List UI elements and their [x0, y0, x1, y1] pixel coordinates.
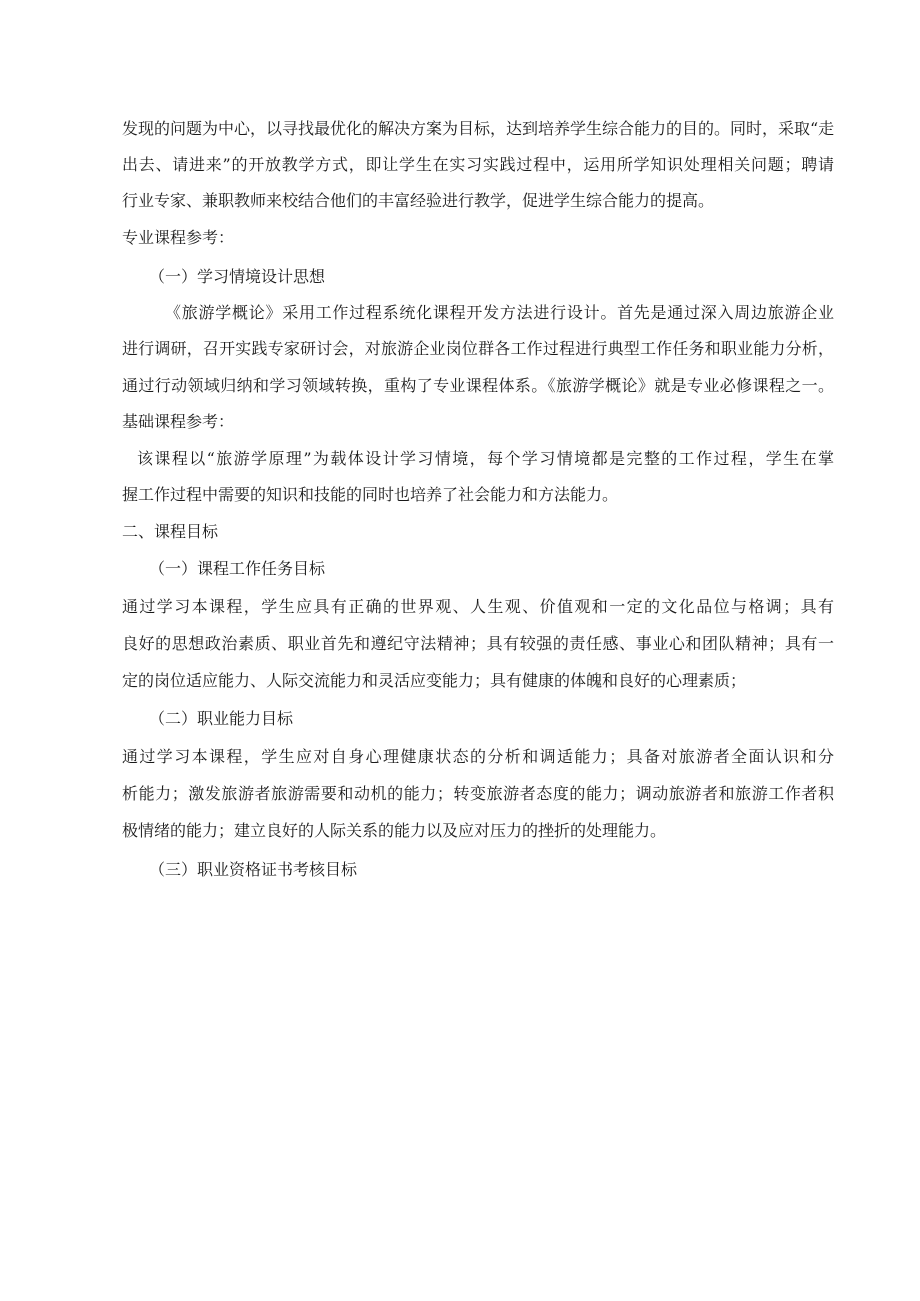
- intro-line-2: 出去、请进来”的开放教学方式，即让学生在实习实践过程中，运用所学知识处理相关问题；聘请: [122, 155, 834, 174]
- goal-2-line-3: 极情绪的能力；建立良好的人际关系的能力以及应对压力的挫折的处理能力。: [122, 821, 667, 840]
- chapter-2-heading: 二、课程目标: [122, 522, 219, 541]
- section-1-line-1: 《旅游学概论》采用工作过程系统化课程开发方法进行设计。首先是通过深入周边旅游企业: [165, 303, 834, 322]
- goal-1-line-1: 通过学习本课程，学生应具有正确的世界观、人生观、价值观和一定的文化品位与格调；具有: [122, 597, 834, 616]
- goal-1-line-3: 定的岗位适应能力、人际交流能力和灵活应变能力；具有健康的体魄和良好的心理素质；: [122, 671, 747, 690]
- specialty-reference-label: 专业课程参考：: [122, 228, 235, 247]
- goal-1-line-2: 良好的思想政治素质、职业首先和遵纪守法精神；具有较强的责任感、事业心和团队精神；具有一: [122, 634, 834, 653]
- basic-body-line-2: 握工作过程中需要的知识和技能的同时也培养了社会能力和方法能力。: [122, 485, 619, 504]
- section-1-heading: （一）学习情境设计思想: [149, 267, 326, 286]
- goal-2-line-1: 通过学习本课程，学生应对自身心理健康状态的分析和调适能力；具备对旅游者全面认识和分: [122, 747, 834, 766]
- goal-2-heading: （二）职业能力目标: [149, 709, 294, 728]
- intro-line-3: 行业专家、兼职教师来校结合他们的丰富经验进行教学，促进学生综合能力的提高。: [122, 191, 715, 210]
- section-1-line-2: 进行调研，召开实践专家研讨会，对旅游企业岗位群各工作过程进行典型工作任务和职业能力分析，: [122, 339, 834, 358]
- goal-2-line-2: 析能力；激发旅游者旅游需要和动机的能力；转变旅游者态度的能力；调动旅游者和旅游工作者积: [122, 784, 834, 803]
- goal-1-heading: （一）课程工作任务目标: [149, 559, 326, 578]
- section-1-line-3: 通过行动领域归纳和学习领域转换，重构了专业课程体系。《旅游学概论》就是专业必修课程之一。: [122, 376, 834, 395]
- goal-3-heading: （三）职业资格证书考核目标: [149, 860, 358, 879]
- intro-line-1: 发现的问题为中心，以寻找最优化的解决方案为目标，达到培养学生综合能力的目的。同时，采取“走: [122, 119, 835, 138]
- basic-reference-label: 基础课程参考：: [122, 412, 235, 431]
- basic-body-line-1: 该课程以“旅游学原理”为载体设计学习情境，每个学习情境都是完整的工作过程，学生在掌: [137, 449, 834, 468]
